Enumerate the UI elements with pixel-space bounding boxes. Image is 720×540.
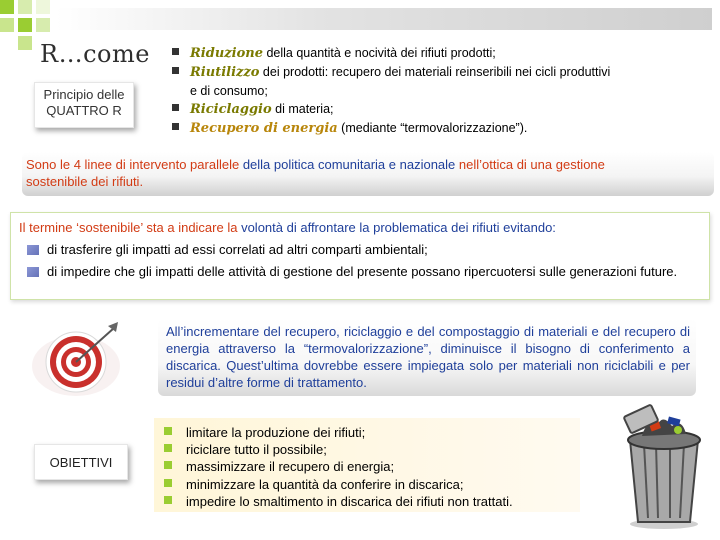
decor-square [36,18,50,32]
decor-square [18,0,32,14]
trash-bin-icon [616,404,712,530]
banner-text-a: Sono le 4 linee di intervento parallele [26,157,243,172]
item-continuation: e di consumo; [190,84,268,98]
principio-line1: Principio delle [43,87,125,102]
list-item [170,100,710,119]
list-item [170,119,710,138]
list-item: minimizzare la quantità da conferire in discarica; [164,476,574,493]
sostenibile-box [10,212,710,300]
quattro-r-list [170,44,710,138]
principio-box [34,82,134,128]
recupero-box: All’incrementare del recupero, riciclaggio e del compostaggio di materiali e del recupero di energia attraverso la “termovalorizzazione”, diminuisce il bisogno di conferimento a discarica. Quest’ultima dovrebbe essere impiegata solo per materiali non riciclabili e per residui d’altre forme di trattamento. [158,318,696,396]
decor-square [0,18,14,32]
lead-text-b: volontà di affrontare la problematica dei rifiuti evitando: [241,220,556,235]
sostenibile-lead [19,219,701,236]
item-key: Riduzione [190,46,263,61]
title-bar-decoration [56,8,712,30]
list-item: limitare la produzione dei rifiuti; [164,424,574,441]
decor-square [36,0,50,14]
banner-text-d: sostenibile dei rifiuti. [26,174,144,189]
list-item: riciclare tutto il possibile; [164,441,574,458]
item-key: Riutilizzo [190,65,260,80]
item-text: dei prodotti: recupero dei materiali reinseribili nei cicli produttivi [259,65,611,79]
target-icon [28,320,124,400]
list-item: impedire lo smaltimento in discarica dei rifiuti non trattati. [164,493,574,510]
item-text: di materia; [271,102,334,116]
principio-line2: QUATTRO R [46,103,122,118]
decor-square [0,0,14,14]
banner-text-b: della politica comunitaria e nazionale [242,157,459,172]
obiettivi-label: OBIETTIVI [34,444,128,480]
item-text: (mediante “termovalorizzazione”). [337,121,528,135]
list-item [170,63,710,82]
list-item: di trasferire gli impatti ad essi correlati ad altri comparti ambientali; [19,241,701,258]
item-text: della quantità e nocività dei rifiuti prodotti; [263,46,496,60]
list-item: di impedire che gli impatti delle attività di gestione del presente possano ripercuotersi sulle generazioni future. [19,263,701,280]
item-key: Riciclaggio [190,102,272,117]
list-item [170,44,710,63]
obiettivi-list [154,418,580,512]
decor-square [18,36,32,50]
item-key: Recupero di energia [190,121,338,136]
slide-title: R…come [40,40,150,68]
list-item: massimizzare il recupero di energia; [164,458,574,475]
banner-text-c: nell’ottica di una gestione [458,157,605,172]
lead-text-a: Il termine ‘sostenibile’ sta a indicare la [19,220,242,235]
decor-square [18,18,32,32]
sostenibile-list [19,241,701,280]
linee-banner [22,152,714,196]
